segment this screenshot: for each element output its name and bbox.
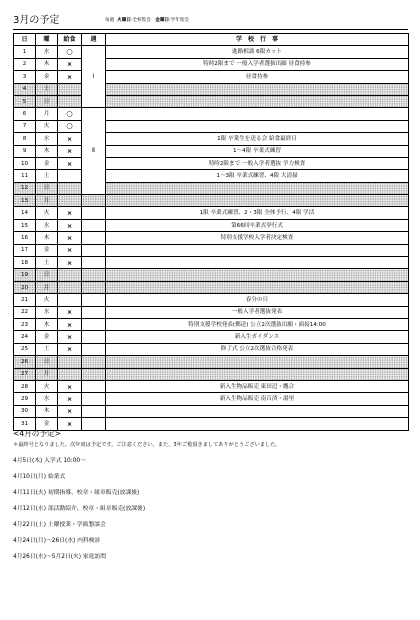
weekday-cell: 金 xyxy=(36,157,58,169)
weekday-cell: 水 xyxy=(36,133,58,145)
day-number-cell: 2 xyxy=(14,58,36,70)
table-row xyxy=(14,120,409,132)
lunch-cell: × xyxy=(58,331,82,343)
weekday-cell: 火 xyxy=(36,207,58,219)
weekday-cell: 木 xyxy=(36,405,58,417)
event-cell: 新入生物品販売 東田辺・鷹合 xyxy=(106,380,409,392)
calendar-body xyxy=(14,46,409,430)
week-cell xyxy=(82,232,106,244)
day-number-cell: 26 xyxy=(14,356,36,368)
day-number-cell: 22 xyxy=(14,306,36,318)
april-list-item: 4月24日(月)～26日(水) 内科検診 xyxy=(13,538,101,544)
table-row xyxy=(14,257,409,269)
day-number-cell: 4 xyxy=(14,83,36,95)
day-number-cell: 18 xyxy=(14,257,36,269)
day-number-cell: 20 xyxy=(14,281,36,293)
table-row xyxy=(14,71,409,83)
lunch-cell: × xyxy=(58,306,82,318)
april-list-item: 4月22日(土) 土曜授業・学級懇談会 xyxy=(13,522,106,528)
april-list-item: 4月5日(木) 入学式 10:00～ xyxy=(13,458,86,464)
weekday-cell: 金 xyxy=(36,244,58,256)
event-cell: 1～3限 卒業式練習、4限 大清掃 xyxy=(106,170,409,182)
week-cell xyxy=(82,294,106,306)
weekday-cell: 月 xyxy=(36,195,58,207)
event-cell xyxy=(106,269,409,281)
day-number-cell: 16 xyxy=(14,232,36,244)
day-number-cell: 31 xyxy=(14,418,36,430)
day-number-cell: 9 xyxy=(14,145,36,157)
lunch-cell xyxy=(58,95,82,107)
day-number-cell: 28 xyxy=(14,380,36,392)
weekday-cell: 日 xyxy=(36,356,58,368)
assembly-note-mid: :全校集会 xyxy=(130,18,151,23)
weekday-cell: 日 xyxy=(36,95,58,107)
weekday-cell: 水 xyxy=(36,219,58,231)
day-number-cell: 13 xyxy=(14,195,36,207)
lunch-cell: × xyxy=(58,157,82,169)
day-number-cell: 8 xyxy=(14,133,36,145)
table-row xyxy=(14,108,409,120)
table-row xyxy=(14,343,409,355)
lunch-cell: × xyxy=(58,405,82,417)
page-header xyxy=(13,14,408,30)
assembly-day-friday: 金曜日 xyxy=(155,18,170,23)
april-note: ＊最終号となりました。次年度は予定です。ご注意ください。また、3年ご覧頂きましてありがとうございました。 xyxy=(13,442,281,448)
table-row xyxy=(14,405,409,417)
event-cell: 1限 卒業生を送る会 給食最終日 xyxy=(106,133,409,145)
week-cell xyxy=(82,368,106,380)
table-row xyxy=(14,133,409,145)
column-header-events: 学 校 行 事 xyxy=(106,34,409,46)
april-section xyxy=(13,429,408,562)
week-cell xyxy=(82,405,106,417)
table-row xyxy=(14,95,409,107)
table-row xyxy=(14,170,409,182)
assembly-note-post: :学年集会 xyxy=(169,18,189,23)
lunch-cell: × xyxy=(58,145,82,157)
week-cell xyxy=(82,306,106,318)
week-cell xyxy=(82,380,106,392)
event-cell xyxy=(106,195,409,207)
event-cell: 新入生ガイダンス xyxy=(106,331,409,343)
week-cell xyxy=(82,393,106,405)
event-cell: 第66回卒業式挙行式 xyxy=(106,219,409,231)
lunch-cell: × xyxy=(58,343,82,355)
weekday-cell: 月 xyxy=(36,368,58,380)
april-list-item: 4月26日(水)～5月2日(火) 家庭訪問 xyxy=(13,554,107,560)
event-cell: 一般入学者選抜発表 xyxy=(106,306,409,318)
lunch-cell xyxy=(58,195,82,207)
weekday-cell: 金 xyxy=(36,71,58,83)
table-row xyxy=(14,318,409,330)
april-list-item: 4月11日(火) 初期指導、校章・組章販売(放課後) xyxy=(13,490,140,496)
event-cell xyxy=(106,281,409,293)
event-cell xyxy=(106,244,409,256)
table-row xyxy=(14,157,409,169)
table-row xyxy=(14,331,409,343)
table-row xyxy=(14,232,409,244)
weekday-cell: 金 xyxy=(36,331,58,343)
weekday-cell: 土 xyxy=(36,170,58,182)
weekday-cell: 日 xyxy=(36,182,58,194)
day-number-cell: 12 xyxy=(14,182,36,194)
week-cell: Ⅱ xyxy=(82,108,106,195)
lunch-cell xyxy=(58,281,82,293)
lunch-cell xyxy=(58,269,82,281)
lunch-cell: × xyxy=(58,219,82,231)
event-cell: 1～4限 卒業式練習 xyxy=(106,145,409,157)
april-list-item: 4月12日(水) 部活動紹介、校章・組章販売(放課後) xyxy=(13,506,146,512)
day-number-cell: 5 xyxy=(14,95,36,107)
lunch-cell xyxy=(58,368,82,380)
event-cell xyxy=(106,257,409,269)
event-cell: 特別支援学校発表(郵送) 公立2次選抜出願・面接14:00 xyxy=(106,318,409,330)
day-number-cell: 30 xyxy=(14,405,36,417)
table-row xyxy=(14,83,409,95)
week-cell xyxy=(82,219,106,231)
lunch-cell: × xyxy=(58,58,82,70)
event-cell xyxy=(106,83,409,95)
event-cell: 昼食持参 xyxy=(106,71,409,83)
day-number-cell: 14 xyxy=(14,207,36,219)
table-row xyxy=(14,269,409,281)
table-row xyxy=(14,145,409,157)
weekday-cell: 火 xyxy=(36,380,58,392)
event-cell: 1限 卒業式練習、2・3限 全体予行、4限 学活 xyxy=(106,207,409,219)
lunch-cell xyxy=(58,83,82,95)
week-cell xyxy=(82,343,106,355)
week-cell xyxy=(82,318,106,330)
column-header-lunch: 給食 xyxy=(58,34,82,46)
event-cell: 進路相談 6限カット xyxy=(106,46,409,58)
day-number-cell: 3 xyxy=(14,71,36,83)
week-cell xyxy=(82,244,106,256)
day-number-cell: 1 xyxy=(14,46,36,58)
lunch-cell: ○ xyxy=(58,46,82,58)
table-row xyxy=(14,306,409,318)
lunch-cell: × xyxy=(58,207,82,219)
week-cell xyxy=(82,257,106,269)
weekday-cell: 土 xyxy=(36,83,58,95)
event-cell xyxy=(106,405,409,417)
week-cell: Ⅰ xyxy=(82,46,106,108)
day-number-cell: 19 xyxy=(14,269,36,281)
lunch-cell xyxy=(58,182,82,194)
event-cell: 特別支援学校入学者決定検査 xyxy=(106,232,409,244)
day-number-cell: 25 xyxy=(14,343,36,355)
assembly-day-tuesday: 火曜日 xyxy=(117,18,131,23)
lunch-cell: × xyxy=(58,133,82,145)
day-number-cell: 15 xyxy=(14,219,36,231)
april-list xyxy=(13,457,408,562)
lunch-cell: × xyxy=(58,318,82,330)
weekday-cell: 木 xyxy=(36,318,58,330)
table-row xyxy=(14,46,409,58)
weekday-cell: 金 xyxy=(36,418,58,430)
event-cell: 特時2限まで 一般入学者選抜 学力検査 xyxy=(106,157,409,169)
table-row xyxy=(14,368,409,380)
event-cell xyxy=(106,182,409,194)
lunch-cell xyxy=(58,356,82,368)
event-cell xyxy=(106,95,409,107)
page-title: 3月の予定 xyxy=(13,15,60,26)
week-cell xyxy=(82,331,106,343)
column-header-weekday: 曜 xyxy=(36,34,58,46)
day-number-cell: 17 xyxy=(14,244,36,256)
assembly-note xyxy=(105,17,189,25)
weekday-cell: 火 xyxy=(36,120,58,132)
weekday-cell: 日 xyxy=(36,269,58,281)
table-row xyxy=(14,182,409,194)
event-cell: 特時2限まで 一般入学者選抜出願 昼食持参 xyxy=(106,58,409,70)
day-number-cell: 23 xyxy=(14,318,36,330)
lunch-cell: × xyxy=(58,257,82,269)
day-number-cell: 6 xyxy=(14,108,36,120)
table-header-row xyxy=(14,34,409,46)
table-row xyxy=(14,195,409,207)
weekday-cell: 木 xyxy=(36,232,58,244)
lunch-cell: ○ xyxy=(58,120,82,132)
week-cell xyxy=(82,281,106,293)
lunch-cell xyxy=(58,170,82,182)
weekday-cell: 月 xyxy=(36,281,58,293)
event-cell: 修了式 公立2次選抜合格発表 xyxy=(106,343,409,355)
april-heading: <4月の予定> xyxy=(13,429,61,438)
lunch-cell xyxy=(58,294,82,306)
day-number-cell: 21 xyxy=(14,294,36,306)
column-header-day: 日 xyxy=(14,34,36,46)
event-cell: 新入生物品販売 南百済・湯里 xyxy=(106,393,409,405)
lunch-cell: × xyxy=(58,418,82,430)
day-number-cell: 27 xyxy=(14,368,36,380)
weekday-cell: 水 xyxy=(36,46,58,58)
week-cell xyxy=(82,356,106,368)
march-calendar-table xyxy=(13,33,409,431)
weekday-cell: 木 xyxy=(36,58,58,70)
event-cell: 春分の日 xyxy=(106,294,409,306)
weekday-cell: 水 xyxy=(36,306,58,318)
week-cell xyxy=(82,207,106,219)
lunch-cell: ○ xyxy=(58,108,82,120)
column-header-week: 週 xyxy=(82,34,106,46)
weekday-cell: 火 xyxy=(36,294,58,306)
table-row xyxy=(14,380,409,392)
lunch-cell: × xyxy=(58,393,82,405)
lunch-cell: × xyxy=(58,380,82,392)
table-row xyxy=(14,294,409,306)
weekday-cell: 月 xyxy=(36,108,58,120)
day-number-cell: 29 xyxy=(14,393,36,405)
weekday-cell: 水 xyxy=(36,393,58,405)
day-number-cell: 7 xyxy=(14,120,36,132)
weekday-cell: 木 xyxy=(36,145,58,157)
table-row xyxy=(14,207,409,219)
day-number-cell: 11 xyxy=(14,170,36,182)
table-row xyxy=(14,393,409,405)
weekday-cell: 土 xyxy=(36,343,58,355)
april-list-item: 4月10日(月) 始業式 xyxy=(13,474,66,480)
week-cell xyxy=(82,195,106,207)
table-row xyxy=(14,219,409,231)
lunch-cell: × xyxy=(58,244,82,256)
weekday-cell: 土 xyxy=(36,257,58,269)
event-cell xyxy=(106,356,409,368)
week-cell xyxy=(82,269,106,281)
lunch-cell: × xyxy=(58,71,82,83)
day-number-cell: 10 xyxy=(14,157,36,169)
event-cell xyxy=(106,120,409,132)
event-cell xyxy=(106,368,409,380)
day-number-cell: 24 xyxy=(14,331,36,343)
table-row xyxy=(14,58,409,70)
table-row xyxy=(14,281,409,293)
assembly-note-pre: 毎週 xyxy=(105,18,115,23)
table-row xyxy=(14,244,409,256)
event-cell xyxy=(106,108,409,120)
table-row xyxy=(14,356,409,368)
lunch-cell: × xyxy=(58,232,82,244)
